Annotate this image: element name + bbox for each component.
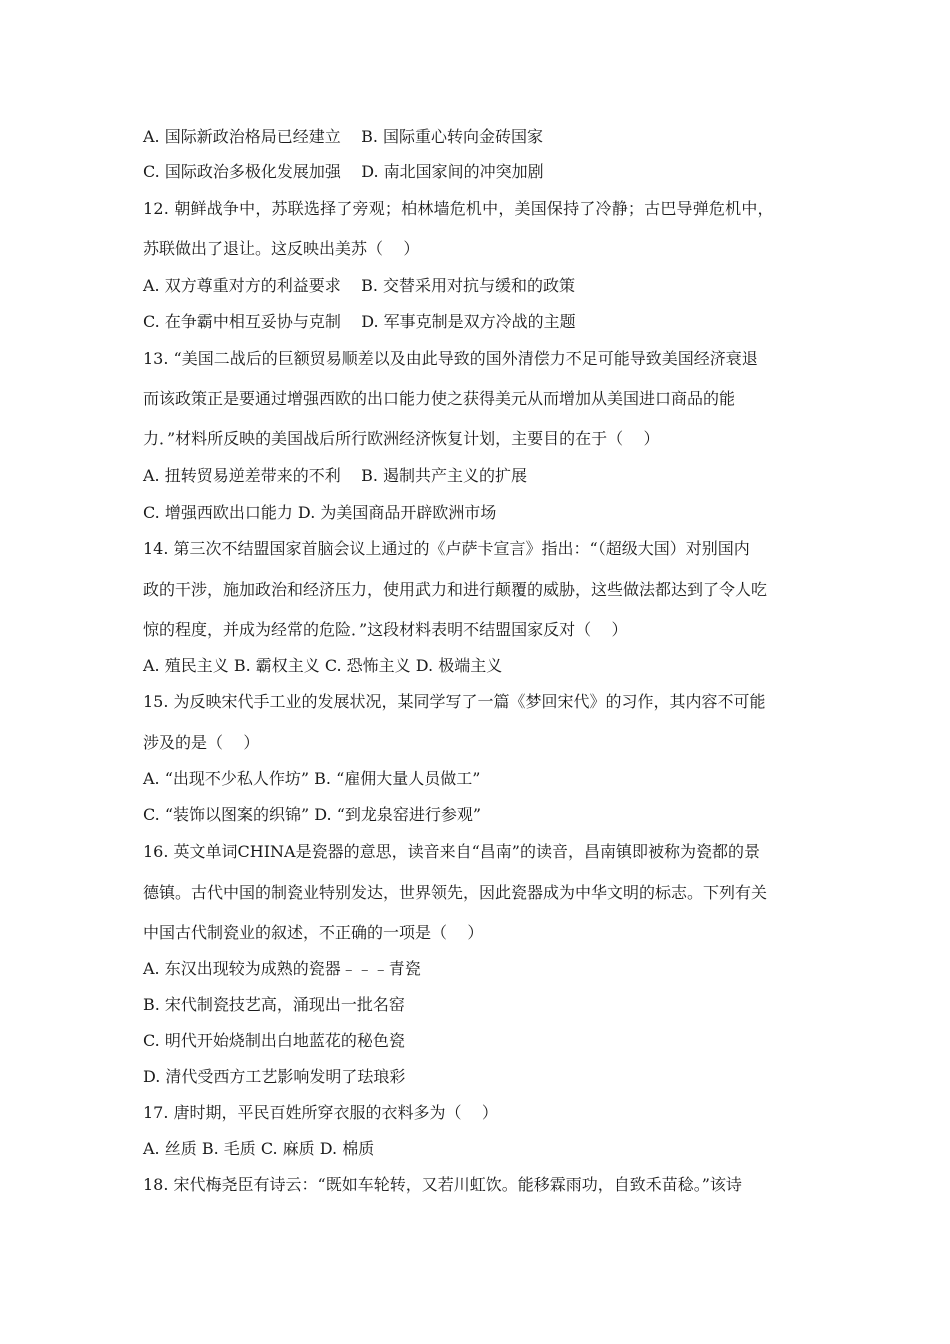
q15-stem-line1: 15. 为反映宋代手工业的发展状况，某同学写了一篇《梦回宋代》的习作，其内容不可能 <box>143 692 766 711</box>
q12-stem-line2: 苏联做出了退让。这反映出美苏（ ） <box>143 239 420 258</box>
q16-option-c: C. 明代开始烧制出白地蓝花的秘色瓷 <box>143 1031 405 1050</box>
q17-stem: 17. 唐时期，平民百姓所穿衣服的衣料多为（ ） <box>143 1103 498 1122</box>
q15-stem-line2: 涉及的是（ ） <box>143 733 260 752</box>
q14-options: A. 殖民主义 B. 霸权主义 C. 恐怖主义 D. 极端主义 <box>143 656 503 675</box>
q16-stem-line2: 德镇。古代中国的制瓷业特别发达，世界领先，因此瓷器成为中华文明的标志。下列有关 <box>143 883 768 902</box>
q12-options-ab: A. 双方尊重对方的利益要求 B. 交替采用对抗与缓和的政策 <box>143 276 576 295</box>
q13-stem-line3: 力．”材料所反映的美国战后所行欧洲经济恢复计划，主要目的在于（ ） <box>143 429 660 448</box>
q14-stem-line2: 政的干涉，施加政治和经济压力，使用武力和进行颠覆的威胁，这些做法都达到了令人吃 <box>143 580 768 599</box>
q16-option-d: D. 清代受西方工艺影响发明了珐琅彩 <box>143 1067 406 1086</box>
q11-options-cd: C. 国际政治多极化发展加强 D. 南北国家间的冲突加剧 <box>143 162 544 181</box>
q15-options-cd: C. “装饰以图案的织锦” D. “到龙泉窑进行参观” <box>143 805 482 824</box>
q11-options-ab: A. 国际新政治格局已经建立 B. 国际重心转向金砖国家 <box>143 127 544 146</box>
q15-options-ab: A. “出现不少私人作坊” B. “雇佣大量人员做工” <box>143 769 481 788</box>
q12-stem-line1: 12. 朝鲜战争中，苏联选择了旁观；柏林墙危机中，美国保持了冷静；古巴导弹危机中， <box>143 199 774 218</box>
q16-option-a: A. 东汉出现较为成熟的瓷器﹣﹣﹣青瓷 <box>143 959 421 978</box>
q14-stem-line3: 惊的程度，并成为经常的危险．”这段材料表明不结盟国家反对（ ） <box>143 620 628 639</box>
q13-stem-line2: 而该政策正是要通过增强西欧的出口能力使之获得美元从而增加从美国进口商品的能 <box>143 389 736 408</box>
q17-options: A. 丝质 B. 毛质 C. 麻质 D. 棉质 <box>143 1139 375 1158</box>
q18-stem-line1: 18. 宋代梅尧臣有诗云：“既如车轮转，又若川虹饮。能移霖雨功，自致禾苗稔。”该诗 <box>143 1175 742 1194</box>
q12-options-cd: C. 在争霸中相互妥协与克制 D. 军事克制是双方冷战的主题 <box>143 312 576 331</box>
q13-options-ab: A. 扭转贸易逆差带来的不利 B. 遏制共产主义的扩展 <box>143 466 528 485</box>
q13-stem-line1: 13. “美国二战后的巨额贸易顺差以及由此导致的国外清偿力不足可能导致美国经济衰退 <box>143 349 758 368</box>
q16-stem-line1: 16. 英文单词CHINA是瓷器的意思，读音来自“昌南”的读音，昌南镇即被称为瓷都的景 <box>143 842 760 861</box>
q13-options-cd: C. 增强西欧出口能力 D. 为美国商品开辟欧洲市场 <box>143 503 497 522</box>
q16-option-b: B. 宋代制瓷技艺高，涌现出一批名窑 <box>143 995 405 1014</box>
q16-stem-line3: 中国古代制瓷业的叙述，不正确的一项是（ ） <box>143 923 484 942</box>
q14-stem-line1: 14. 第三次不结盟国家首脑会议上通过的《卢萨卡宣言》指出：“（超级大国）对别国内 <box>143 539 750 558</box>
